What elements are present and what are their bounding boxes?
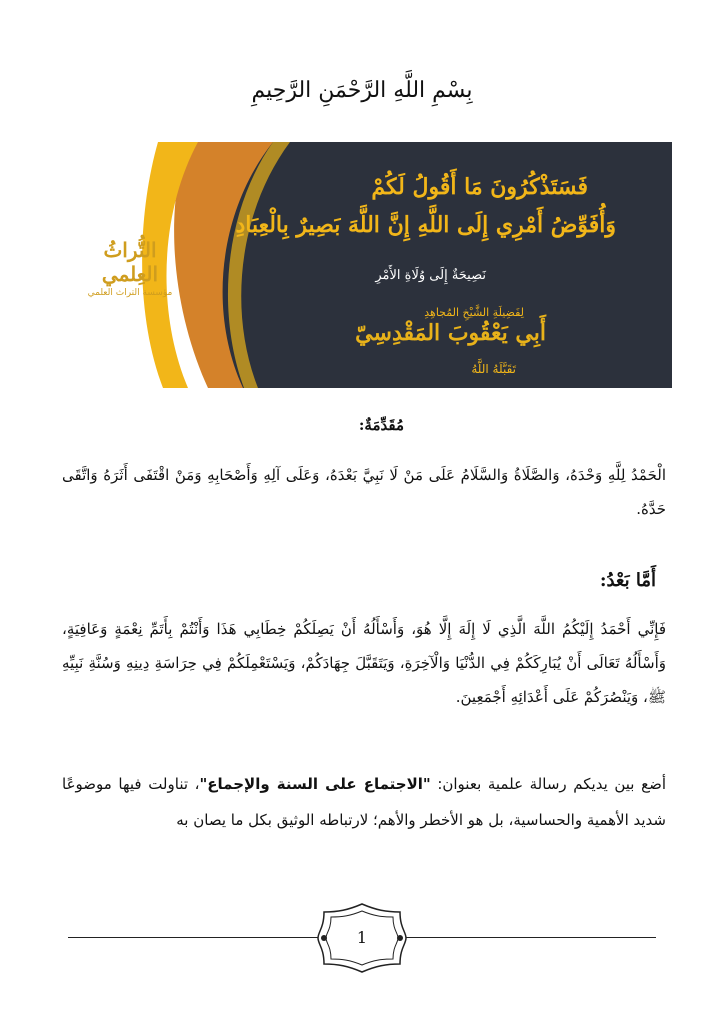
verse-line-1: فَسَتَذْكُرُونَ مَا أَقُولُ لَكُمْ xyxy=(371,174,588,200)
basmala: بِسْمِ اللَّهِ الرَّحْمَنِ الرَّحِيمِ xyxy=(251,78,473,103)
intro-heading: مُقَدِّمَةٌ: xyxy=(358,416,404,434)
intro-paragraph: الْحَمْدُ لِلَّهِ وَحْدَهُ، وَالصَّلَاةُ وَالسَّلَامُ عَلَى مَنْ لَا نَبِيَّ بَعْدَهُ، وَعَلَى آلِهِ وَأَصْحَابِهِ وَمَنْ اقْتَفَى أَثَرَهُ وَاتَّقَى حَدَّهُ. xyxy=(62,466,666,518)
author-name: أَبِي يَعْقُوبَ المَقْدِسِيّ xyxy=(355,320,546,346)
logo-subtitle: مؤسسة التراث العلمي xyxy=(87,288,173,298)
closing-paragraph-rest: ، تناولت فيها موضوعًا شديد الأهمية والحساسية، بل هو الأخطر والأهم؛ لارتباطه الوثيق بكل ما يصان به xyxy=(62,775,666,829)
verse-line-2: وَأُفَوِّضُ أَمْرِي إِلَى اللَّهِ إِنَّ اللَّهَ بَصِيرٌ بِالْعِبَادِ xyxy=(235,212,616,238)
author-byline: لِفَضِيلَةِ الشَّيْخِ المُجاهِدِ xyxy=(424,306,524,319)
main-paragraph: فَإِنِّي أَحْمَدُ إِلَيْكُمُ اللَّهَ الَّذِي لَا إِلَهَ إِلَّا هُوَ، وَأَسْأَلُهُ أَنْ يَصِلَكُمْ خِطَابِي هَذَا وَأَنْتُمْ بِأَتَمِّ نِعْمَةٍ وَعَافِيَةٍ، وَأَسْأَلُهُ تَعَالَى أَنْ يُبَارِكَكُمْ فِي الدُّنْيَا وَالْآخِرَةِ، وَيَتَقَبَّلَ جِهَادَكُمْ، وَيَسْتَعْمِلَكُمْ فِي حِرَاسَةِ دِينِهِ وَسُنَّةِ نَبِيِّهِ ﷺ، وَيَنْصُرَكُمْ عَلَى أَعْدَائِهِ أَجْمَعِينَ. xyxy=(62,620,666,706)
author-prayer: تَقَبَّلَهُ اللَّهُ xyxy=(471,362,516,376)
amma-baad-heading: أَمَّا بَعْدُ: xyxy=(599,570,656,591)
footer-rule-left xyxy=(68,937,322,938)
logo-title: التُّراثُ العِلمي xyxy=(101,238,159,286)
footer-rule-right xyxy=(404,937,656,938)
closing-paragraph-intro: أضع بين يديكم رسالة علمية بعنوان: xyxy=(430,775,666,793)
page-number: 1 xyxy=(356,928,368,947)
closing-paragraph xyxy=(62,766,666,838)
treatise-title: "الاجتماع على السنة والإجماع" xyxy=(199,775,431,793)
advice-title: نَصِيحَةٌ إِلَى وُلَاةِ الأَمْرِ xyxy=(375,268,486,283)
title-banner xyxy=(68,142,672,388)
